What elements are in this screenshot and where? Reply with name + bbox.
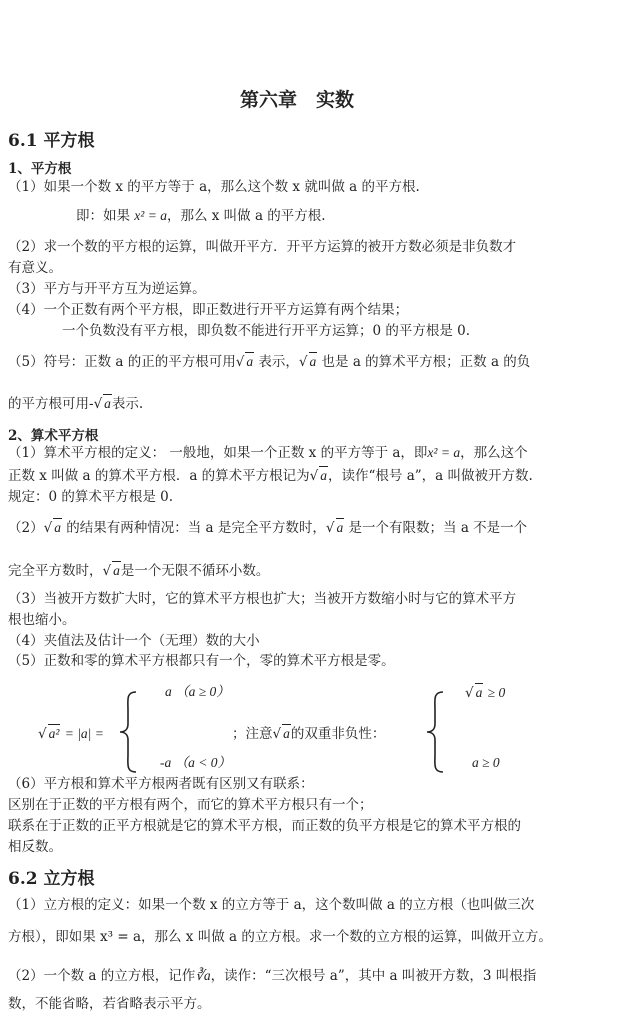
sqrt-symbol: √ a [235,354,254,370]
sqrt-symbol: √ a [93,396,111,412]
subheading-square-root: 1、平方根 [8,161,72,177]
text-line: 数，不能省略，若省略表示平方。 [8,996,211,1012]
text-line: 根也缩小。 [8,612,76,628]
sqrt-symbol: √ a [43,520,61,536]
formula-right-bottom: a ≥ 0 [472,755,500,770]
text-line: 区别在于正数的平方根有两个，而它的算术平方根只有一个； [8,797,373,813]
text-line: （2）求一个数的平方根的运算，叫做开平方．开平方运算的被开方数必须是非负数才 [8,239,517,255]
text-line: （1）立方根的定义：如果一个数 x 的立方等于 a，这个数叫做 a 的立方根（也叫做三次 [8,897,535,913]
text-line: 即：如果 x² = a，那么 x 叫做 a 的平方根. [76,208,326,224]
text-line: 相反数。 [8,839,62,855]
formula-right-top: √ a ≥ 0 [465,685,506,701]
text-line: 联系在于正数的正平方根就是它的算术平方根，而正数的负平方根是它的算术平方根的 [8,818,521,834]
sqrt-symbol: √ a² [38,726,60,742]
sqrt-symbol: √ a [272,726,290,742]
left-brace [118,690,140,774]
sqrt-symbol: √ a [309,468,328,484]
text-line: 正数 x 叫做 a 的算术平方根．a 的算术平方根记为√ a，读作“根号 a”，a 叫做被开方数. [8,468,533,484]
text-line: （6）平方根和算术平方根两者既有区别又有联系： [8,776,314,792]
text-line: （4）一个正数有两个平方根，即正数进行开平方运算有两个结果； [8,302,409,318]
section-heading-6-1: 6.1 平方根 [8,131,95,151]
text-line: （3）平方与开平方互为逆运算。 [8,281,206,297]
text-line: 有意义。 [8,260,62,276]
formula-case-positive: a （a ≥ 0） [165,684,230,699]
chapter-title: 第六章 实数 [240,89,355,111]
text-line: （2）√ a 的结果有两种情况：当 a 是完全平方数时，√ a 是一个有限数；当 a 不是一个 [8,520,528,536]
formula-lhs: √ a² = |a| = [38,726,104,742]
text-line: 一个负数没有平方根，即负数不能进行开平方运算；0 的平方根是 0. [62,323,471,339]
text-line: 的平方根可用-√ a表示. [8,396,144,412]
formula-case-negative: -a （a < 0） [160,755,231,770]
right-brace [425,690,447,774]
text-line: （3）当被开方数扩大时，它的算术平方根也扩大；当被开方数缩小时与它的算术平方 [8,591,517,607]
text-line: （2）一个数 a 的立方根，记作∛a，读作：“三次根号 a”，其中 a 叫被开方数，3 叫根指 [8,968,537,984]
sqrt-symbol: √ a [102,563,120,579]
text-line: （1）算术平方根的定义： 一般地，如果一个正数 x 的平方等于 a，即x² = a，那么这个 [8,445,528,461]
sqrt-symbol: √ a [325,520,344,536]
text-line: 完全平方数时，√ a是一个无限不循环小数。 [8,563,270,579]
text-line: （4）夹值法及估计一个（无理）数的大小 [8,633,260,649]
section-heading-6-2: 6.2 立方根 [8,869,95,889]
text-line: （5）符号：正数 a 的正的平方根可用√ a 表示，√ a 也是 a 的算术平方根；正数 a 的负 [8,354,531,370]
sqrt-symbol: √ a [298,354,317,370]
subheading-arithmetic-root: 2、算术平方根 [8,428,99,444]
text-line: （1）如果一个数 x 的平方等于 a，那么这个数 x 就叫做 a 的平方根. [8,179,420,195]
text-line: 方根），即如果 x³ = a，那么 x 叫做 a 的立方根。求一个数的立方根的运算，叫做开立方。 [8,929,552,945]
formula-note: ；注意√ a的双重非负性： [232,726,386,742]
text-line: （5）正数和零的算术平方根都只有一个，零的算术平方根是零。 [8,653,395,669]
cube-root-symbol: ∛a [195,968,211,983]
text-line: 规定：0 的算术平方根是 0. [8,489,174,505]
sqrt-symbol: √ a [465,685,483,701]
